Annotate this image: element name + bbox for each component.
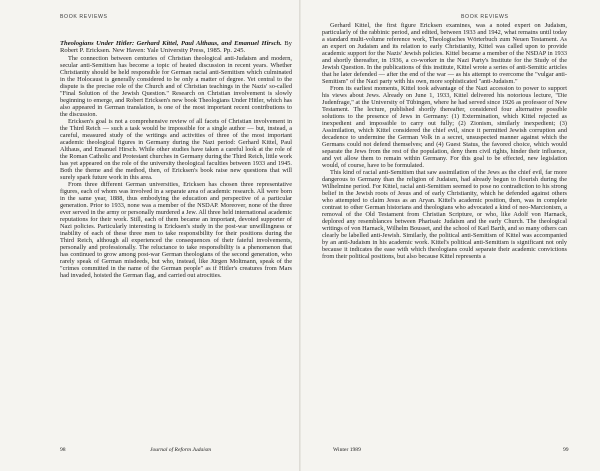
left-page [0, 0, 299, 471]
running-head-left: BOOK REVIEWS [60, 14, 108, 20]
left-text-column [60, 40, 292, 279]
journal-name-footer: Journal of Reform Judaism [150, 447, 212, 453]
right-paragraph-2: From its earliest moments, Kittel took advantage of the Nazi accession to power to support his views about Jews. Already on June 1, 1933, Kittel delivered his notorious lecture, "Die Judenfrage," at the University of Tübingen, where he had served since 1926 as professor of New Testament. The lecture, published shortly thereafter, considered four alternative possible solutions to the presence of Jews in Germany: (1) Extermination, which Kittel rejected as inexpedient and impossible to carry out fully; (2) Zionism, similarly inexpedient; (3) Assimilation, which Kittel considered the chief evil, since it permitted Jewish corruption and decadence to undermine the German Volk in a secret, unsuspected manner against which the Germans could not defend themselves; and (4) Guest Status, the favored choice, which would separate the Jews from the rest of the population, deny them civil rights, hinder their influence, and yet allow them to remain within Germany. For this goal to be effected, new legislation would, of course, have to be formulated. [322, 85, 567, 169]
right-paragraph-1: Gerhard Kittel, the first figure Ericksen examines, was a noted expert on Judaism, particularly of the rabbinic period, and edited, between 1933 and 1942, what remains until today a standard multi-volume reference work, Theologisches Wörterbuch zum Neuen Testament. As an expert on Judaism and its relation to early Christianity, Kittel was called upon to provide academic support for the Nazis' Jewish policies. Kittel became a member of the NSDAP in 1933 and shortly thereafter, in 1936, a co-worker in the Nazi Party's Institute for the Study of the Jewish Question. In the publications of this institute, Kittel wrote a series of anti-Semitic articles that he later defended — after the end of the war — as his attempt to overcome the "vulgar anti-Semitism" of the Nazi party with his own, more sophisticated "anti-Judaism." [322, 22, 567, 85]
page-number-left: 98 [60, 447, 66, 453]
review-heading [60, 40, 292, 55]
review-book-meta: By Robert P. Ericksen. New Haven: Yale University Press, 1985. Pp. 245. [60, 40, 292, 55]
right-text-column [322, 22, 567, 260]
issue-date-footer: Winter 1989 [333, 447, 361, 453]
left-paragraph-3: From three different German universities, Ericksen has chosen three representative figures, each of whom was involved in a separate area of academic research. All were born in the same year, 1888, thus embodying the education and perspective of a particular generation. Prior to 1933, none was a member of the NSDAP. Moreover, none of the three ever served in the army or personally murdered a Jew. All three held international academic reputations for their work. Still, each of them became an important, devoted supporter of Nazi policies. Particularly interesting is Ericksen's study in the post-war unwillingness or inability of each of these three men to take responsibility for their positions during the Third Reich, although all experienced the consequences of their fateful involvements, personally and professionally. The reluctance to take responsibility is a phenomenon that has continued to grow among post-war German theologians of the second generation, who rarely speak of German misdeeds, but who, instead, like Jürgen Moltmann, speak of the "crimes committed in the name of the German people" as if Hitler's creatures from Mars had invaded, hoisted the German flag, and carried out atrocities. [60, 180, 292, 279]
right-page [301, 0, 600, 471]
left-paragraph-2: Ericksen's goal is not a comprehensive review of all facets of Christian involvement in the Third Reich — such a task would be impossible for a single author — but, instead, a careful, measured study of the writings and activities of three of the most important academic theological figures in Germany during the Nazi period: Gerhard Kittel, Paul Althaus, and Emanuel Hirsch. While other studies have taken a careful look at the role of the Roman Catholic and Protestant churches in Germany during the Third Reich, little work has yet appeared on the role of the university theological faculties between 1933 and 1945. Both the theme and the method, then, of Ericksen's book raise new questions that will surely spark future work in this area. [60, 117, 292, 181]
right-paragraph-3: This kind of racial anti-Semitism that saw assimilation of the Jews as the chief evil, far more dangerous to Germany than the religion of Judaism, had already begun to flourish during the Wilhelmine period. For Kittel, racial anti-Semitism seemed to pose no contradiction to his strong belief in the Jewish roots of Jesus and of early Christianity, which he defended against others who attempted to claim Jesus as an Aryan. Kittel's academic position, then, was in complete contrast to other German historians and theologians who advocated a kind of neo-Marcionism, a removal of the Old Testament from Christian Scripture, or who, like Adolf von Harnack, deplored any resemblances between Pharisaic Judaism and the early Church. The theological writings of von Harnack, Wilhelm Bousset, and the school of Karl Barth, and so many others can clearly be labelled anti-Jewish. Similarly, the political anti-Semitism of Kittel was accompanied by an anti-Judaism in his academic work. Kittel's political anti-Semitism is significant not only because it indicates the ease with which theologians could separate their academic convictions from their political positions, but also because Kittel represents a [322, 169, 567, 260]
running-head-right: BOOK REVIEWS [461, 14, 509, 20]
review-book-title: Theologians Under Hitler: Gerhard Kittel, Paul Althaus, and Emanuel Hirsch. [60, 40, 282, 47]
page-number-right: 99 [563, 447, 569, 453]
left-paragraph-1: The connection between centuries of Christian theological anti-Judaism and modern, secular anti-Semitism has become a topic of heated discussion in recent years. Whether Christianity should be held responsible for German racial anti-Semitism which culminated in the Holocaust is generally considered to be only a matter of degree. Yet central to the dispute is the precise role of the Church and of Christian teachings in the Nazis' so-called "Final Solution of the Jewish Question." Research on Christian involvement is slowly beginning to emerge, and Robert Ericksen's new book Theologians Under Hitler, which has also appeared in German translation, is one of the most important recent contributions to the discussion. [60, 54, 292, 118]
